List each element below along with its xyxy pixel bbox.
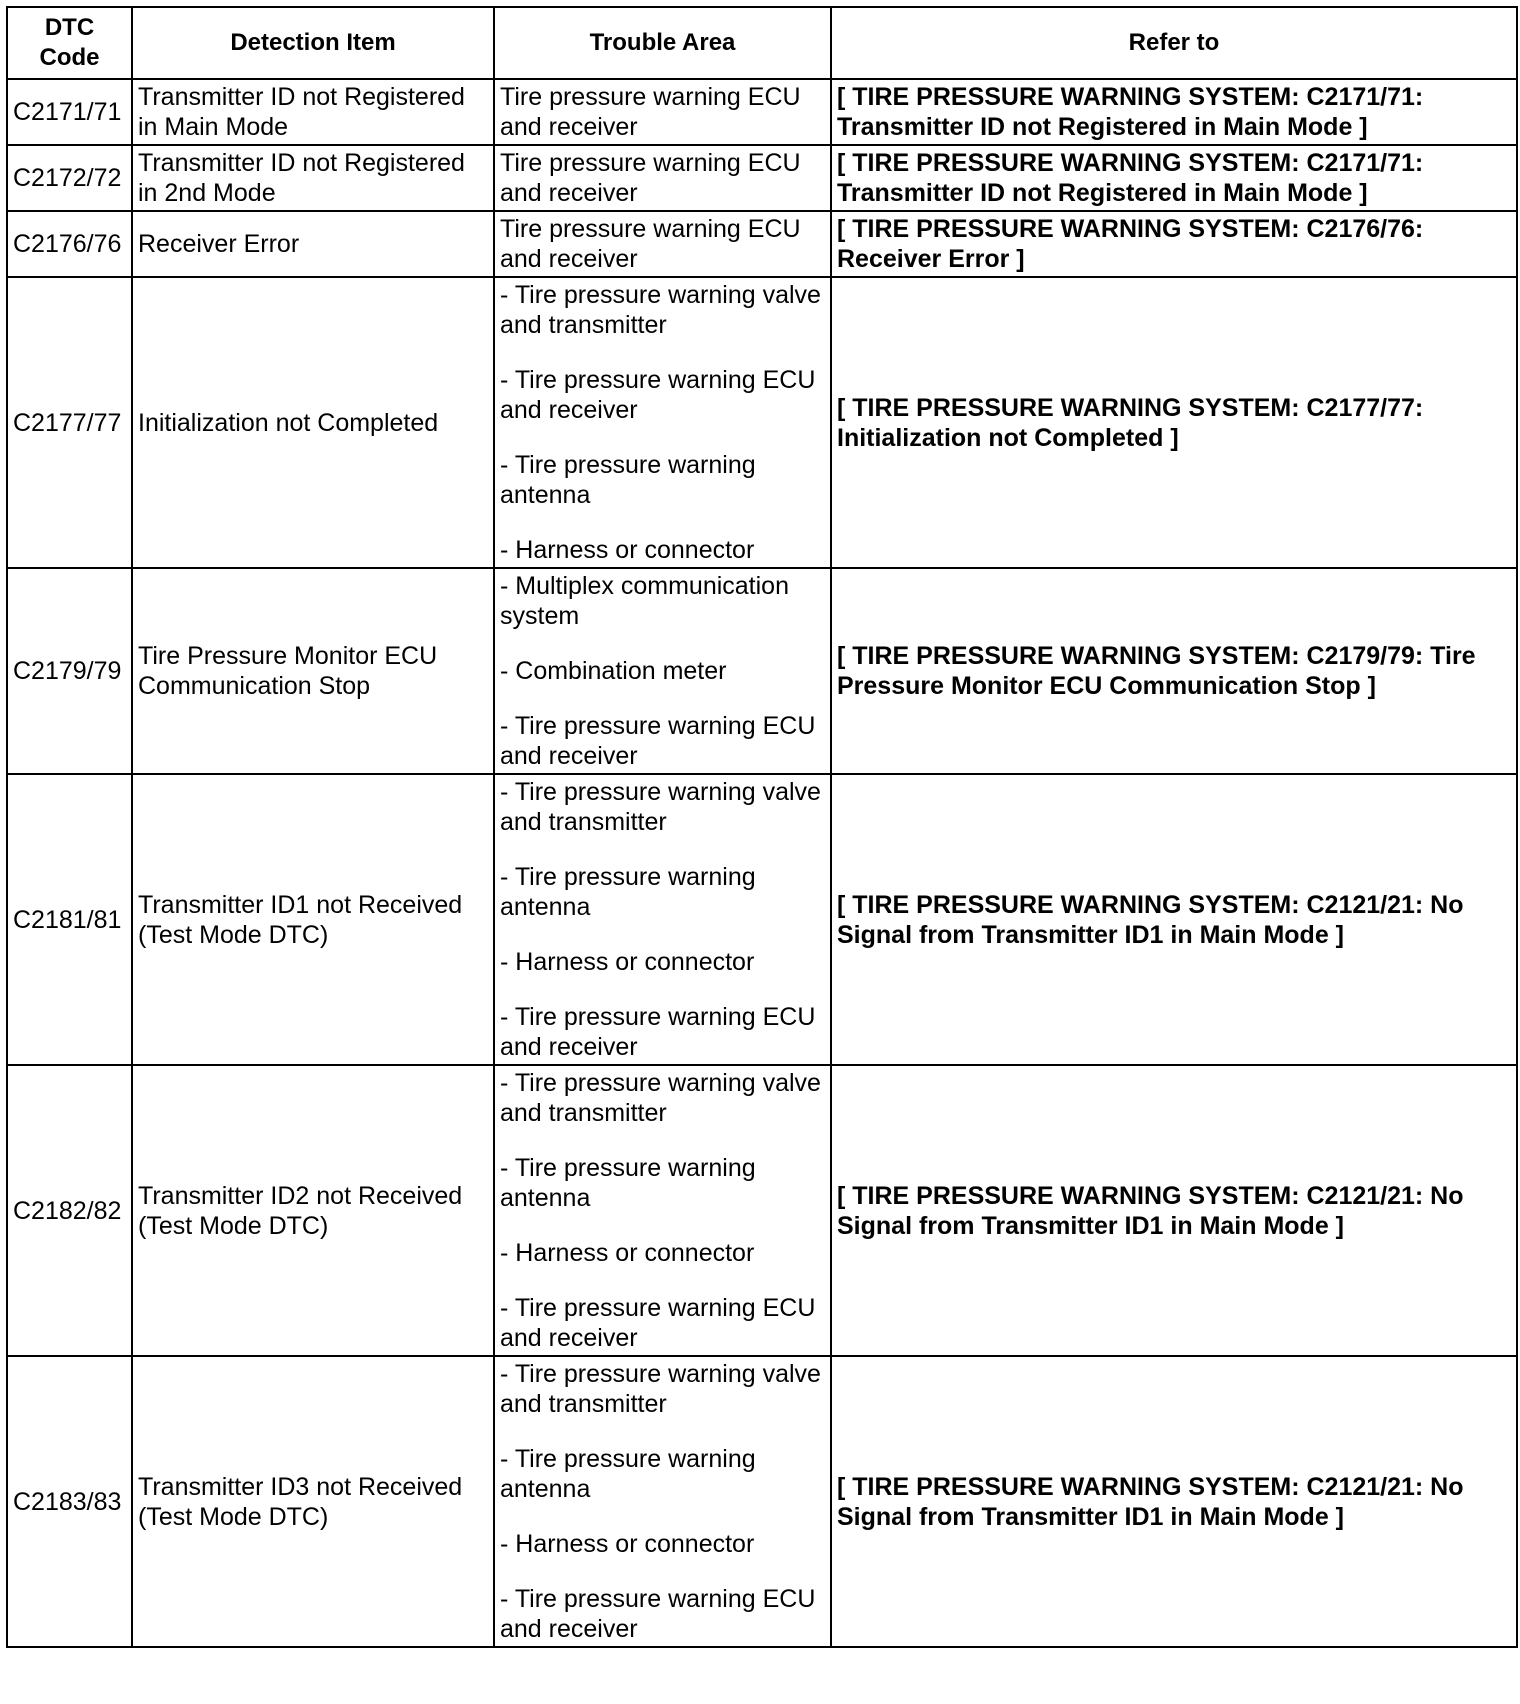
- trouble-area-item: - Tire pressure warning antenna: [500, 1445, 756, 1503]
- detection-item-cell: Transmitter ID not Registered in 2nd Mode: [132, 145, 494, 211]
- trouble-area-item: - Tire pressure warning valve and transmitter: [500, 281, 821, 339]
- trouble-area-item: - Tire pressure warning ECU and receiver: [500, 1294, 816, 1352]
- table-row: [7, 277, 1517, 568]
- table-header-row: [7, 7, 1517, 79]
- trouble-area-cell: [494, 774, 831, 1065]
- trouble-area-item: - Tire pressure warning ECU and receiver: [500, 712, 816, 770]
- refer-to-link[interactable]: [ TIRE PRESSURE WARNING SYSTEM: C2121/21: No Signal from Transmitter ID1 in Main Mode ]: [831, 1065, 1517, 1356]
- header-detection-item-label: Detection Item: [230, 29, 396, 56]
- detection-item-cell: Tire Pressure Monitor ECU Communication Stop: [132, 568, 494, 774]
- trouble-area-item: - Tire pressure warning antenna: [500, 863, 756, 921]
- header-detection-item: [132, 7, 494, 79]
- header-refer-to-label: Refer to: [1128, 29, 1220, 56]
- trouble-area-item: - Harness or connector: [500, 1239, 755, 1267]
- trouble-area-item: - Harness or connector: [500, 536, 755, 564]
- header-refer-to: [831, 7, 1517, 79]
- table-row: [7, 211, 1517, 277]
- detection-item-cell: Transmitter ID not Registered in Main Mode: [132, 79, 494, 145]
- table-row: [7, 145, 1517, 211]
- header-dtc-code: [7, 7, 132, 79]
- detection-item-cell: Initialization not Completed: [132, 277, 494, 568]
- refer-to-link[interactable]: [ TIRE PRESSURE WARNING SYSTEM: C2171/71: Transmitter ID not Registered in Main Mode ]: [831, 145, 1517, 211]
- trouble-area-item: - Harness or connector: [500, 948, 755, 976]
- dtc-code-cell: C2182/82: [7, 1065, 132, 1356]
- header-trouble-area-label: Trouble Area: [589, 29, 736, 56]
- trouble-area-item: - Harness or connector: [500, 1530, 755, 1558]
- trouble-area-cell: [494, 277, 831, 568]
- dtc-code-cell: C2172/72: [7, 145, 132, 211]
- trouble-area-item: - Tire pressure warning valve and transmitter: [500, 1069, 821, 1127]
- dtc-code-cell: C2177/77: [7, 277, 132, 568]
- trouble-area-item: - Tire pressure warning valve and transmitter: [500, 778, 821, 836]
- header-trouble-area: [494, 7, 831, 79]
- refer-to-link[interactable]: [ TIRE PRESSURE WARNING SYSTEM: C2179/79: Tire Pressure Monitor ECU Communication Stop ]: [831, 568, 1517, 774]
- dtc-code-cell: C2176/76: [7, 211, 132, 277]
- trouble-area-item: - Tire pressure warning valve and transmitter: [500, 1360, 821, 1418]
- trouble-area-cell: [494, 211, 831, 277]
- dtc-table: [6, 6, 1518, 1648]
- detection-item-cell: Receiver Error: [132, 211, 494, 277]
- trouble-area-item: - Tire pressure warning antenna: [500, 451, 756, 509]
- detection-item-cell: Transmitter ID1 not Received (Test Mode DTC): [132, 774, 494, 1065]
- table-row: [7, 1065, 1517, 1356]
- trouble-area-item: - Tire pressure warning antenna: [500, 1154, 756, 1212]
- dtc-code-cell: C2181/81: [7, 774, 132, 1065]
- dtc-code-cell: C2183/83: [7, 1356, 132, 1647]
- trouble-area-item: - Combination meter: [500, 657, 727, 685]
- trouble-area-item: Tire pressure warning ECU and receiver: [500, 83, 801, 141]
- refer-to-link[interactable]: [ TIRE PRESSURE WARNING SYSTEM: C2176/76: Receiver Error ]: [831, 211, 1517, 277]
- table-row: [7, 1356, 1517, 1647]
- trouble-area-item: - Tire pressure warning ECU and receiver: [500, 1003, 816, 1061]
- trouble-area-item: Tire pressure warning ECU and receiver: [500, 149, 801, 207]
- trouble-area-cell: [494, 145, 831, 211]
- trouble-area-item: - Tire pressure warning ECU and receiver: [500, 1585, 816, 1643]
- refer-to-link[interactable]: [ TIRE PRESSURE WARNING SYSTEM: C2121/21: No Signal from Transmitter ID1 in Main Mode ]: [831, 774, 1517, 1065]
- table-body: [7, 79, 1517, 1647]
- trouble-area-cell: [494, 568, 831, 774]
- table-row: [7, 79, 1517, 145]
- table-row: [7, 774, 1517, 1065]
- table-row: [7, 568, 1517, 774]
- trouble-area-cell: [494, 1356, 831, 1647]
- dtc-code-cell: C2179/79: [7, 568, 132, 774]
- trouble-area-cell: [494, 79, 831, 145]
- dtc-code-cell: C2171/71: [7, 79, 132, 145]
- refer-to-link[interactable]: [ TIRE PRESSURE WARNING SYSTEM: C2171/71: Transmitter ID not Registered in Main Mode ]: [831, 79, 1517, 145]
- detection-item-cell: Transmitter ID3 not Received (Test Mode DTC): [132, 1356, 494, 1647]
- trouble-area-item: - Multiplex communication system: [500, 572, 789, 630]
- header-dtc-code-label: DTC Code: [39, 14, 100, 71]
- refer-to-link[interactable]: [ TIRE PRESSURE WARNING SYSTEM: C2177/77: Initialization not Completed ]: [831, 277, 1517, 568]
- trouble-area-cell: [494, 1065, 831, 1356]
- trouble-area-item: Tire pressure warning ECU and receiver: [500, 215, 801, 273]
- refer-to-link[interactable]: [ TIRE PRESSURE WARNING SYSTEM: C2121/21: No Signal from Transmitter ID1 in Main Mode ]: [831, 1356, 1517, 1647]
- detection-item-cell: Transmitter ID2 not Received (Test Mode DTC): [132, 1065, 494, 1356]
- trouble-area-item: - Tire pressure warning ECU and receiver: [500, 366, 816, 424]
